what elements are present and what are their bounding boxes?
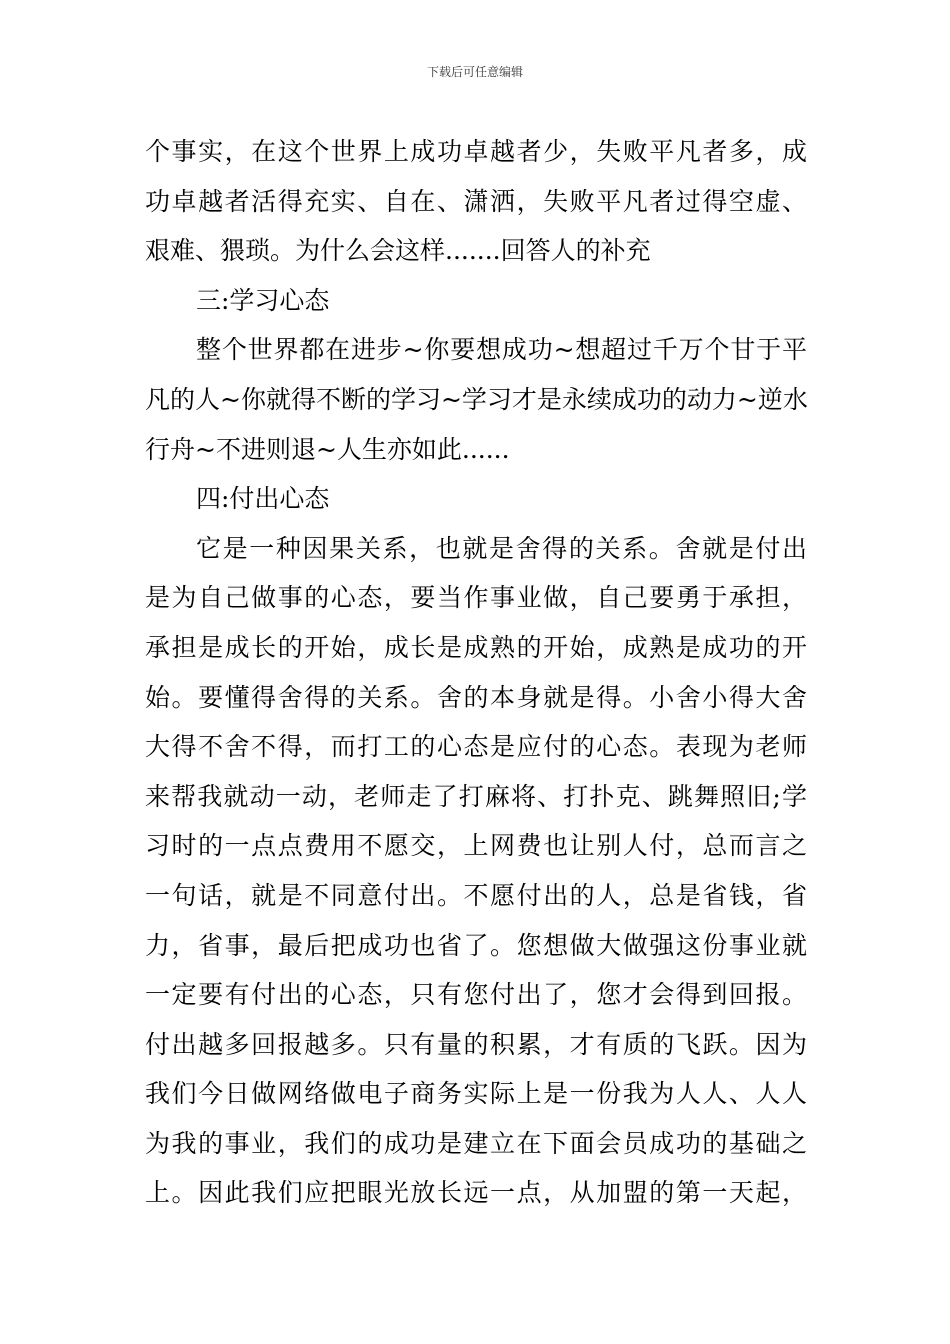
text-line: 凡的人~你就得不断的学习~学习才是永续成功的动力~逆水 [145, 384, 808, 414]
section-heading: 三:学习心态 [196, 285, 330, 315]
text-line: 是为自己做事的心态，要当作事业做，自己要勇于承担， [145, 583, 807, 613]
text-line: 功卓越者活得充实、自在、潇洒，失败平凡者过得空虚、 [145, 186, 807, 216]
text-line: 艰难、猥琐。为什么会这样.......回答人的补充 [145, 236, 651, 266]
text-line: 力，省事，最后把成功也省了。您想做大做强这份事业就 [145, 930, 807, 960]
text-line: 个事实，在这个世界上成功卓越者少，失败平凡者多，成 [145, 137, 807, 166]
text-line: 一定要有付出的心态，只有您付出了，您才会得到回报。 [145, 980, 807, 1010]
text-line: 一句话，就是不同意付出。不愿付出的人，总是省钱，省 [145, 880, 807, 910]
document-body [145, 127, 807, 1218]
text-line: 始。要懂得舍得的关系。舍的本身就是得。小舍小得大舍 [145, 682, 807, 712]
text-line: 来帮我就动一动，老师走了打麻将、打扑克、跳舞照旧;学 [145, 781, 807, 811]
text-line: 行舟~不进则退~人生亦如此...... [145, 434, 510, 464]
page-header: 下载后可任意编辑 [426, 65, 523, 79]
text-line: 上。因此我们应把眼光放长远一点，从加盟的第一天起， [145, 1178, 807, 1208]
text-line: 承担是成长的开始，成长是成熟的开始，成熟是成功的开 [145, 632, 807, 662]
text-line: 为我的事业，我们的成功是建立在下面会员成功的基础之 [145, 1128, 807, 1158]
text-line: 习时的一点点费用不愿交，上网费也让别人付，总而言之 [145, 831, 807, 861]
text-line: 付出越多回报越多。只有量的积累，才有质的飞跃。因为 [145, 1029, 807, 1059]
text-line: 整个世界都在进步~你要想成功~想超过千万个甘于平 [196, 335, 807, 365]
text-line: 它是一种因果关系，也就是舍得的关系。舍就是付出 [196, 533, 807, 563]
text-line: 大得不舍不得，而打工的心态是应付的心态。表现为老师 [145, 732, 807, 762]
text-line: 我们今日做网络做电子商务实际上是一份我为人人、人人 [145, 1079, 807, 1109]
section-heading: 四:付出心态 [196, 484, 330, 514]
